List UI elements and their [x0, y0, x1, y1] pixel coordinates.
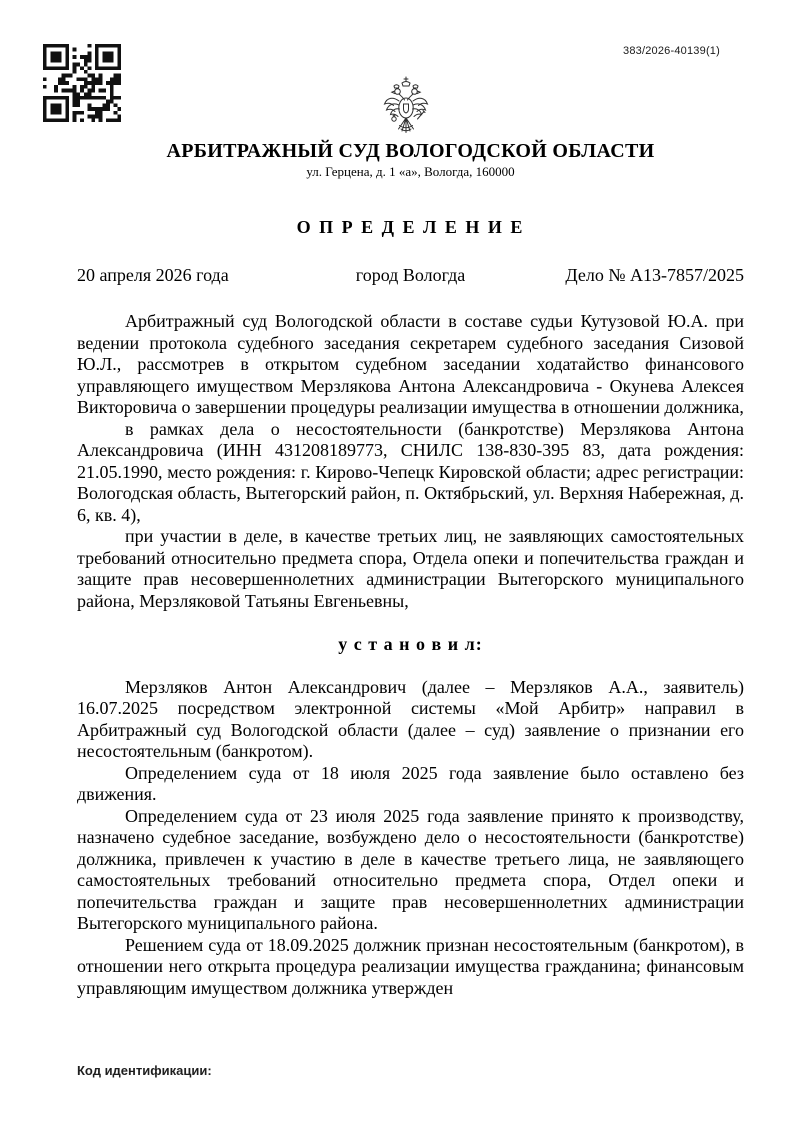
- resolution-word: у с т а н о в и л:: [338, 633, 483, 654]
- case-info-line: [77, 265, 744, 286]
- document-body: [77, 311, 744, 999]
- paragraph: в рамках дела о несостоятельности (банкротстве) Мерзлякова Антона Александровича (ИНН 431208189773, СНИЛС 138-830-395 83, дата рождения: 21.05.1990, место рождения: г. Кирово-Чепецк Кировской области; адрес регистрации: Вологодская область, Вытегорский район, п. Октябрьский, ул. Верхняя Набережная, д. 6, кв. 4),: [77, 418, 744, 525]
- case-number: Дело № А13-7857/2025: [565, 265, 744, 285]
- court-address: ул. Герцена, д. 1 «а», Вологда, 160000: [306, 164, 515, 179]
- preamble-section: [77, 311, 744, 612]
- document-date: 20 апреля 2026 года: [77, 265, 229, 285]
- document-title: О П Р Е Д Е Л Е Н И Е: [296, 217, 525, 237]
- document-city: город Вологда: [355, 265, 466, 285]
- paragraph: Мерзляков Антон Александрович (далее – Мерзляков А.А., заявитель) 16.07.2025 посредством электронной системы «Мой Арбитр» направил в Арбитражный суд Вологодской области (далее – суд) заявление о признании его несостоятельным (банкротом).: [77, 676, 744, 761]
- paragraph: Арбитражный суд Вологодской области в составе судьи Кутузовой Ю.А. при ведении протокола судебного заседания секретарем судебного заседания Сизовой Ю.Л., рассмотрев в открытом судебном заседании ходатайство финансового управляющего имуществом Мерзлякова Антона Александровича - Окунева Алексея Викторовича о завершении процедуры реализации имущества в отношении должника,: [77, 311, 744, 417]
- identification-code-label: Код идентификации:: [77, 1063, 212, 1078]
- document-number: 383/2026-40139(1): [623, 45, 720, 57]
- paragraph: Решением суда от 18.09.2025 должник признан несостоятельным (банкротом), в отношении него открыта процедура реализации имущества гражданина; финансовым управляющим имуществом должника утвержден: [77, 934, 744, 998]
- paragraph: при участии в деле, в качестве третьих лиц, не заявляющих самостоятельных требований относительно предмета спора, Отдела опеки и попечительства граждан и защите прав несовершеннолетних администрации Вытегорского муниципального района, Мерзляковой Татьяны Евгеньевны,: [77, 526, 744, 611]
- paragraph: Определением суда от 18 июля 2025 года заявление было оставлено без движения.: [77, 762, 744, 804]
- court-name: АРБИТРАЖНЫЙ СУД ВОЛОГОДСКОЙ ОБЛАСТИ: [166, 140, 655, 162]
- facts-section: [77, 677, 744, 1000]
- russian-coat-of-arms-icon: [383, 76, 429, 137]
- qr-code: [43, 44, 121, 122]
- paragraph: Определением суда от 23 июля 2025 года заявление принято к производству, назначено судебное заседание, возбуждено дело о несостоятельности (банкротстве) должника, привлечен к участию в деле в качестве третьего лица, не заявляющего самостоятельных требований относительно предмета спора, Отдел опеки и попечительства граждан и защите прав несовершеннолетних администрации Вытегорского муниципального района.: [77, 805, 744, 933]
